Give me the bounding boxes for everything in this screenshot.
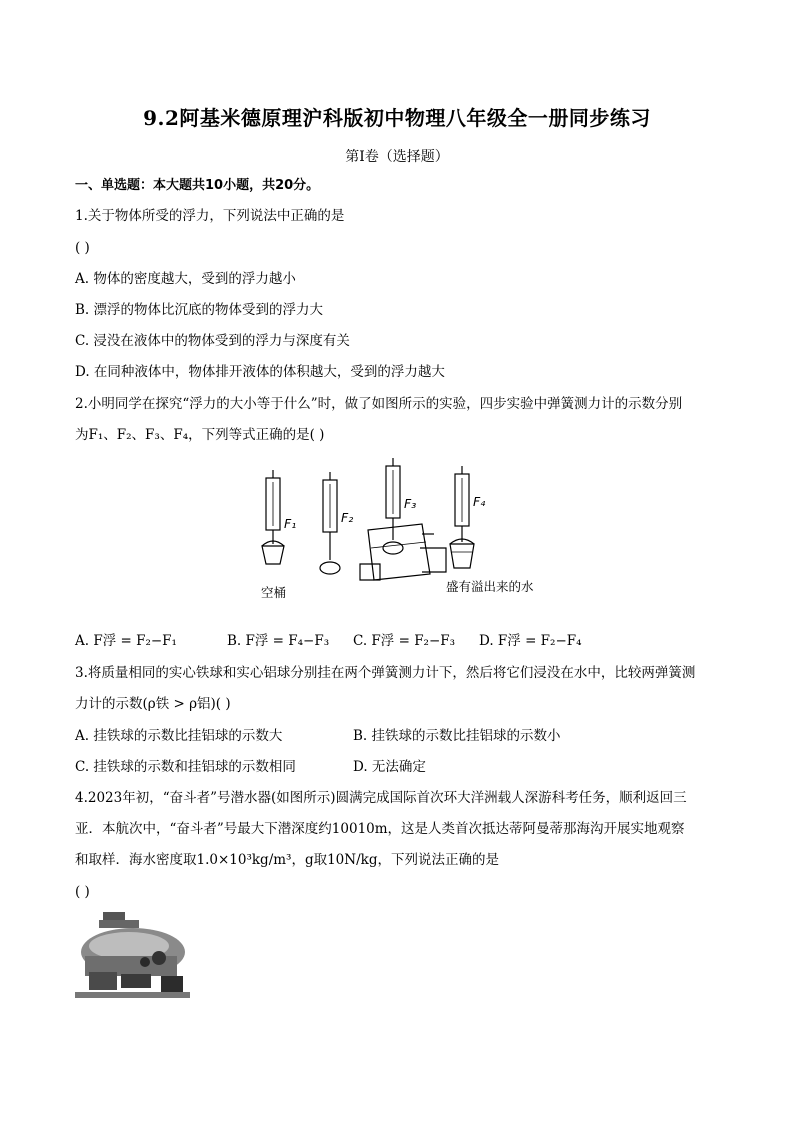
label-f3: F₃ [404,496,417,511]
q2-stem-line1: 2.小明同学在探究“浮力的大小等于什么”时，做了如图所示的实验，四步实验中弹簧测力计的示数分别 [75,396,683,412]
spring-scale-2 [320,472,340,574]
q3-option-b: B. 挂铁球的示数比挂铝球的示数小 [353,728,561,744]
q4-blank: ( ) [75,884,90,900]
q1-option-c: C. 浸没在液体中的物体受到的浮力与深度有关 [75,333,350,349]
q2-option-b: B. F浮 = F₄−F₃ [227,633,330,649]
section-heading: 一、单选题：本大题共10小题，共20分。 [75,178,320,193]
q1-option-a: A. 物体的密度越大，受到的浮力越小 [75,271,296,287]
label-overflow-water-bucket: 盛有溢出来的水 [446,579,534,594]
q2-option-d: D. F浮 = F₂−F₄ [479,633,582,649]
q2-stem-line2: 为F₁、F₂、F₃、F₄，下列等式正确的是( ) [75,427,325,443]
q4-stem-line3: 和取样．海水密度取1.0×10³kg/m³，g取10N/kg，下列说法正确的是 [75,852,499,868]
q1-option-b: B. 漂浮的物体比沉底的物体受到的浮力大 [75,302,324,318]
q1-stem: 1.关于物体所受的浮力，下列说法中正确的是 [75,208,345,224]
q3-option-c: C. 挂铁球的示数和挂铝球的示数相同 [75,759,296,775]
spring-scale-3 [360,458,446,580]
q3-stem-line2: 力计的示数(ρ铁 > ρ铝)( ) [75,696,231,712]
q1-blank: ( ) [75,240,90,256]
q3-option-a: A. 挂铁球的示数比挂铝球的示数大 [75,728,283,744]
label-f4: F₄ [473,494,486,509]
spring-scale-1 [262,470,284,564]
label-f1: F₁ [284,516,297,531]
q3-stem-line1: 3.将质量相同的实心铁球和实心铝球分别挂在两个弹簧测力计下，然后将它们浸没在水中，比较两弹簧测 [75,665,696,681]
page-title: 9.2阿基米德原理沪科版初中物理八年级全一册同步练习 [143,106,651,130]
q3-option-d: D. 无法确定 [353,759,426,775]
page-subtitle: 第I卷（选择题） [345,149,449,165]
q2-option-c: C. F浮 = F₂−F₃ [353,633,456,649]
submersible-photo [75,910,190,1005]
label-empty-bucket: 空桶 [261,585,287,600]
q1-option-d: D. 在同种液体中，物体排开液体的体积越大，受到的浮力越大 [75,364,445,380]
q4-stem-line2: 亚．本航次中，“奋斗者”号最大下潜深度约10010m，这是人类首次抵达蒂阿曼蒂那海沟开展实地观察 [75,821,685,837]
label-f2: F₂ [341,510,354,525]
q4-stem-line1: 4.2023年初，“奋斗者”号潜水器(如图所示)圆满完成国际首次环大洋洲载人深游科考任务，顺利返回三 [75,790,687,806]
q2-option-a: A. F浮 = F₂−F₁ [75,633,177,649]
spring-scale-4 [450,466,474,568]
